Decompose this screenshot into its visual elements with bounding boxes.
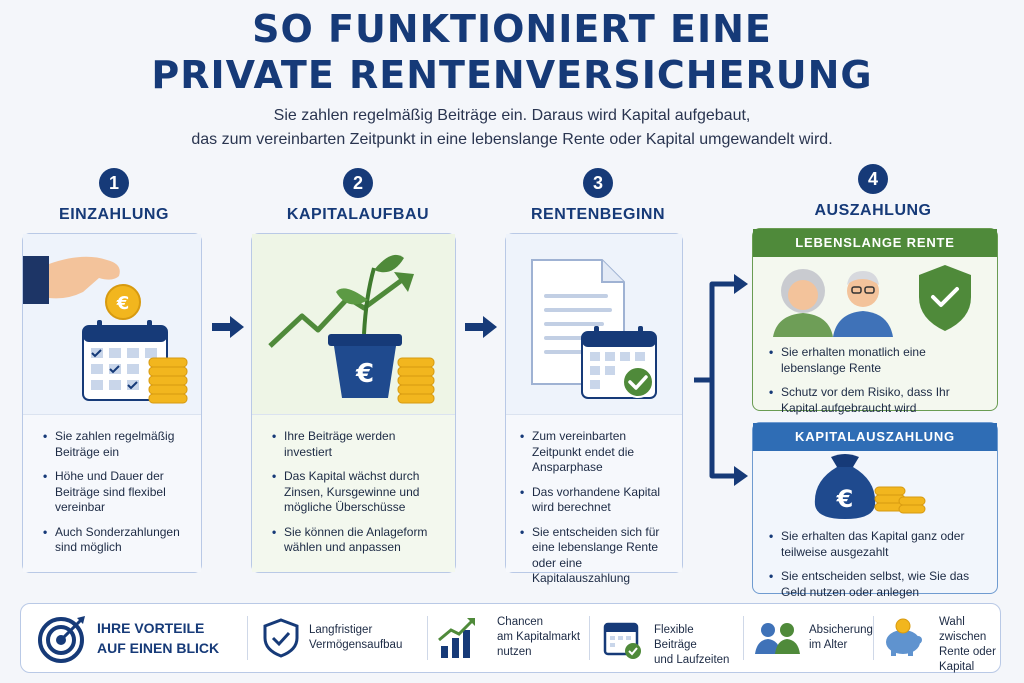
- step-2-bullet: • Sie können die Anlageform wählen und anpassen: [272, 525, 443, 556]
- elderly-man-icon: [833, 271, 893, 337]
- step-3-bullet: • Sie entscheiden sich für eine lebenslange Rente oder eine Kapitalauszahlung: [520, 525, 670, 587]
- shield-check-icon: [919, 265, 971, 331]
- target-icon: [37, 614, 87, 664]
- step-4-title: AUSZAHLUNG: [814, 202, 932, 219]
- step-3-bullet: • Zum vereinbarten Zeitpunkt endet die Ansparphase: [520, 429, 670, 476]
- step-3-bullet: • Das vorhandene Kapital wird berechnet: [520, 485, 670, 516]
- subtitle-line-1: Sie zahlen regelmäßig Beiträge ein. Daraus wird Kapital aufgebaut,: [273, 107, 751, 124]
- benefit-item: Langfristiger Vermögensaufbau: [259, 604, 424, 672]
- step-1-card: [22, 233, 202, 573]
- money-bag-icon: [815, 454, 875, 519]
- step-2-illustration: [252, 234, 455, 414]
- annuity-title: LEBENSLANGE RENTE: [753, 229, 997, 257]
- svg-text:€: €: [116, 293, 130, 314]
- pot-icon: [328, 334, 402, 398]
- people-icon: [755, 620, 801, 656]
- calendar-check-icon: [603, 618, 643, 660]
- benefit-item: Flexible Beiträge und Laufzeiten: [597, 604, 737, 672]
- page-title-line-2: PRIVATE RENTENVERSICHERUNG: [151, 53, 873, 97]
- page-title-line-1: SO FUNKTIONIERT EINE: [252, 7, 772, 51]
- benefits-heading: IHRE VORTEILE AUF EINEN BLICK: [97, 620, 220, 656]
- growth-chart-icon: [437, 616, 477, 660]
- lump-sum-bullet: • Sie entscheiden selbst, wie Sie das Geld nutzen oder anlegen: [769, 569, 985, 600]
- benefit-item: Chancen am Kapitalmarkt nutzen: [435, 604, 585, 672]
- lump-sum-illustration: [753, 451, 999, 521]
- subtitle-line-2: das zum vereinbarten Zeitpunkt in eine lebenslange Rente oder Kapital umgewandelt wird.: [191, 131, 833, 148]
- annuity-bullet: • Schutz vor dem Risiko, dass Ihr Kapital aufgebraucht wird: [769, 385, 985, 416]
- step-2-card: [251, 233, 456, 573]
- split-arrow-icon: [690, 270, 750, 490]
- step-1-bullet: • Höhe und Dauer der Beiträge sind flexibel vereinbar: [43, 469, 189, 516]
- svg-text:€: €: [836, 485, 854, 513]
- check-circle-icon: [623, 367, 653, 397]
- step-1-bullet: • Auch Sonderzahlungen sind möglich: [43, 525, 189, 556]
- benefit-item: Wahl zwischen Rente oder Kapital: [879, 604, 999, 672]
- lump-sum-bullet: • Sie erhalten das Kapital ganz oder teilweise ausgezahlt: [769, 529, 985, 560]
- leaf-icon: [374, 255, 404, 272]
- coin-stack-icon: [149, 358, 187, 403]
- step-3-title: RENTENBEGINN: [530, 206, 665, 223]
- shield-check-icon: [263, 618, 299, 658]
- lump-sum-box: [752, 422, 998, 599]
- lump-sum-title: KAPITALAUSZAHLUNG: [753, 423, 997, 451]
- coin-stack-icon: [875, 487, 925, 513]
- coin-stack-icon: [398, 358, 434, 403]
- step-1-title: EINZAHLUNG: [59, 206, 169, 223]
- elderly-woman-icon: [773, 269, 833, 337]
- step-1-number: 1: [99, 168, 129, 198]
- arrow-right-icon: [463, 314, 499, 340]
- step-2-bullet: • Ihre Beiträge werden investiert: [272, 429, 443, 460]
- benefit-item: Absicherung im Alter: [751, 604, 869, 672]
- annuity-illustration: [753, 257, 999, 337]
- step-3-card: [505, 233, 683, 585]
- sleeve-icon: [23, 256, 49, 304]
- step-3-number: 3: [583, 168, 613, 198]
- arrow-right-icon: [210, 314, 246, 340]
- annuity-bullet: • Sie erhalten monatlich eine lebenslange Rente: [769, 345, 985, 376]
- step-3-illustration: [506, 234, 682, 414]
- piggy-bank-icon: [881, 618, 925, 658]
- step-2-title: KAPITALAUFBAU: [286, 206, 430, 223]
- svg-text:€: €: [355, 359, 375, 389]
- step-1-illustration: [23, 234, 201, 414]
- step-1-bullet: • Sie zahlen regelmäßig Beiträge ein: [43, 429, 189, 460]
- step-2-bullet: • Das Kapital wächst durch Zinsen, Kursgewinne und mögliche Überschüsse: [272, 469, 443, 516]
- annuity-box: [752, 228, 998, 415]
- benefits-bar: [20, 603, 1001, 673]
- step-2-number: 2: [343, 168, 373, 198]
- step-4-number: 4: [858, 164, 888, 194]
